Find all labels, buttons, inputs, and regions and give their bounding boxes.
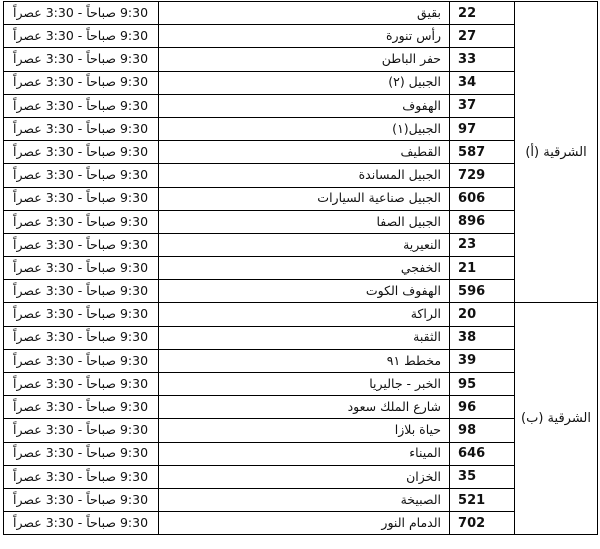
table-row (4, 25, 598, 48)
branch-number-cell: 729 (450, 164, 515, 187)
table-row (4, 465, 598, 488)
branch-name-cell: الخزان (159, 465, 450, 488)
branches-table (3, 1, 598, 535)
branch-number-cell: 37 (450, 94, 515, 117)
branch-number-cell: 606 (450, 187, 515, 210)
branch-number-cell: 587 (450, 141, 515, 164)
working-hours-cell: 9:30 صباحاً - 3:30 عصراً (4, 117, 159, 140)
branch-name-cell: الجبيل صناعية السيارات (159, 187, 450, 210)
branch-name-cell: النعيرية (159, 233, 450, 256)
branch-number-cell: 96 (450, 396, 515, 419)
branch-number-cell: 97 (450, 117, 515, 140)
branch-name-cell: الهفوف (159, 94, 450, 117)
table-row (4, 210, 598, 233)
table-row (4, 326, 598, 349)
table-row (4, 117, 598, 140)
branch-name-cell: الدمام النور (159, 512, 450, 535)
table-row (4, 349, 598, 372)
branch-name-cell: الهفوف الكوت (159, 280, 450, 303)
branch-name-cell: الراكة (159, 303, 450, 326)
branch-name-cell: الجبيل (٢) (159, 71, 450, 94)
working-hours-cell: 9:30 صباحاً - 3:30 عصراً (4, 419, 159, 442)
table-row (4, 48, 598, 71)
branch-number-cell: 21 (450, 257, 515, 280)
branch-number-cell: 521 (450, 488, 515, 511)
table-row (4, 396, 598, 419)
branch-name-cell: رأس تنورة (159, 25, 450, 48)
branch-number-cell: 22 (450, 2, 515, 25)
working-hours-cell: 9:30 صباحاً - 3:30 عصراً (4, 2, 159, 25)
table-row (4, 233, 598, 256)
table-row (4, 187, 598, 210)
table-row (4, 94, 598, 117)
branch-name-cell: الخبر - جاليريا (159, 373, 450, 396)
working-hours-cell: 9:30 صباحاً - 3:30 عصراً (4, 442, 159, 465)
working-hours-cell: 9:30 صباحاً - 3:30 عصراً (4, 210, 159, 233)
working-hours-cell: 9:30 صباحاً - 3:30 عصراً (4, 25, 159, 48)
working-hours-cell: 9:30 صباحاً - 3:30 عصراً (4, 280, 159, 303)
branch-name-cell: شارع الملك سعود (159, 396, 450, 419)
branch-name-cell: الصبيخة (159, 488, 450, 511)
working-hours-cell: 9:30 صباحاً - 3:30 عصراً (4, 303, 159, 326)
table-row (4, 280, 598, 303)
table-row (4, 303, 598, 326)
working-hours-cell: 9:30 صباحاً - 3:30 عصراً (4, 349, 159, 372)
branch-number-cell: 98 (450, 419, 515, 442)
branch-name-cell: الجبيل المساندة (159, 164, 450, 187)
branch-name-cell: حياة بلازا (159, 419, 450, 442)
working-hours-cell: 9:30 صباحاً - 3:30 عصراً (4, 187, 159, 210)
working-hours-cell: 9:30 صباحاً - 3:30 عصراً (4, 94, 159, 117)
working-hours-cell: 9:30 صباحاً - 3:30 عصراً (4, 512, 159, 535)
working-hours-cell: 9:30 صباحاً - 3:30 عصراً (4, 71, 159, 94)
branch-name-cell: الثقبة (159, 326, 450, 349)
branch-name-cell: مخطط ٩١ (159, 349, 450, 372)
branch-number-cell: 38 (450, 326, 515, 349)
working-hours-cell: 9:30 صباحاً - 3:30 عصراً (4, 488, 159, 511)
branch-number-cell: 896 (450, 210, 515, 233)
branch-number-cell: 35 (450, 465, 515, 488)
table-row (4, 373, 598, 396)
table-row (4, 419, 598, 442)
branches-table-body (4, 2, 598, 535)
region-cell: الشرقية (ب) (515, 303, 598, 535)
branch-name-cell: الميناء (159, 442, 450, 465)
table-row (4, 71, 598, 94)
table-row (4, 512, 598, 535)
branch-number-cell: 39 (450, 349, 515, 372)
branch-number-cell: 702 (450, 512, 515, 535)
branch-number-cell: 33 (450, 48, 515, 71)
table-row (4, 442, 598, 465)
table-row (4, 488, 598, 511)
working-hours-cell: 9:30 صباحاً - 3:30 عصراً (4, 326, 159, 349)
branch-name-cell: القطيف (159, 141, 450, 164)
table-row (4, 141, 598, 164)
working-hours-cell: 9:30 صباحاً - 3:30 عصراً (4, 465, 159, 488)
working-hours-cell: 9:30 صباحاً - 3:30 عصراً (4, 396, 159, 419)
branch-number-cell: 20 (450, 303, 515, 326)
table-row (4, 257, 598, 280)
branch-name-cell: الخفجي (159, 257, 450, 280)
table-row (4, 164, 598, 187)
working-hours-cell: 9:30 صباحاً - 3:30 عصراً (4, 233, 159, 256)
table-row (4, 2, 598, 25)
branch-number-cell: 596 (450, 280, 515, 303)
branch-number-cell: 27 (450, 25, 515, 48)
working-hours-cell: 9:30 صباحاً - 3:30 عصراً (4, 48, 159, 71)
branch-name-cell: حفر الباطن (159, 48, 450, 71)
working-hours-cell: 9:30 صباحاً - 3:30 عصراً (4, 257, 159, 280)
branch-number-cell: 95 (450, 373, 515, 396)
branch-number-cell: 23 (450, 233, 515, 256)
region-cell: الشرقية (أ) (515, 2, 598, 303)
branch-name-cell: الجبيل الصفا (159, 210, 450, 233)
branch-number-cell: 34 (450, 71, 515, 94)
working-hours-cell: 9:30 صباحاً - 3:30 عصراً (4, 164, 159, 187)
branch-name-cell: بقيق (159, 2, 450, 25)
working-hours-cell: 9:30 صباحاً - 3:30 عصراً (4, 141, 159, 164)
branch-number-cell: 646 (450, 442, 515, 465)
working-hours-cell: 9:30 صباحاً - 3:30 عصراً (4, 373, 159, 396)
branch-name-cell: الجبيل(١) (159, 117, 450, 140)
